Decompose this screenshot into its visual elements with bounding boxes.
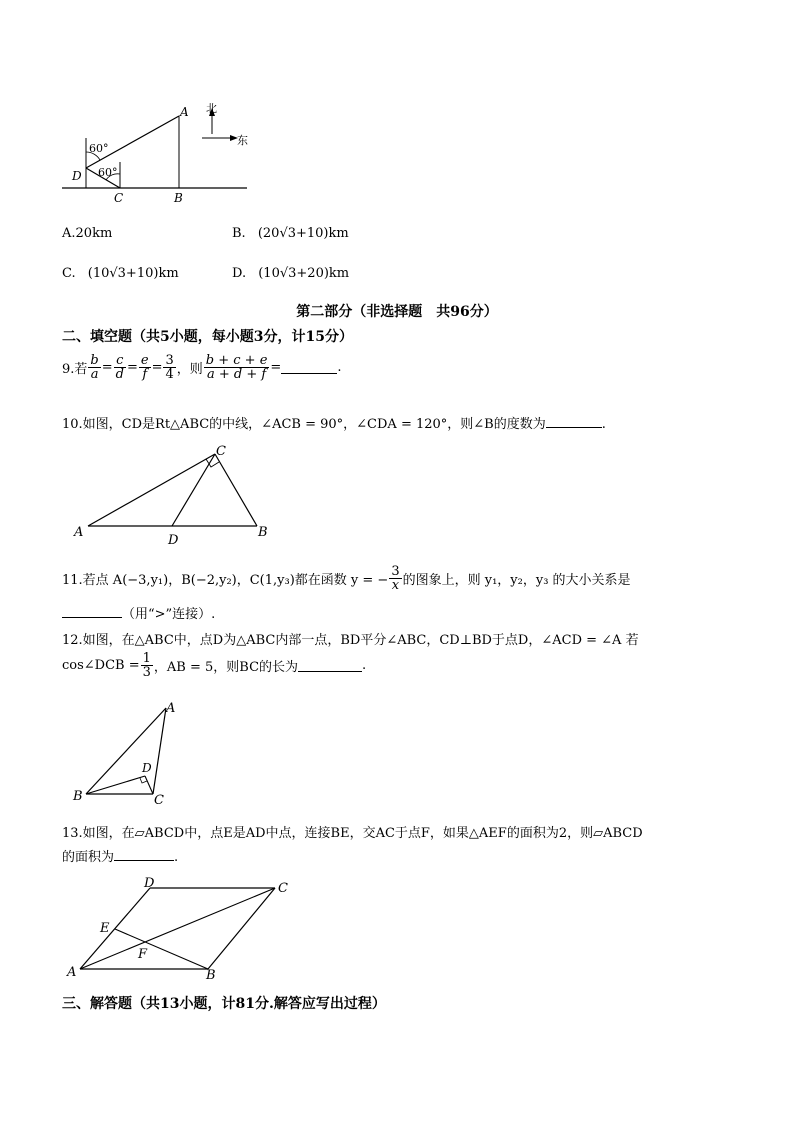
fraction: $\frac{b}{a}$ <box>90 353 99 382</box>
figure-q10 <box>62 440 282 548</box>
point-label: C <box>114 191 124 204</box>
q9-then: ，则 <box>176 362 203 377</box>
q8-option-c <box>62 266 179 281</box>
answer-blank <box>298 659 362 672</box>
q12-text2: ，AB = 5，则BC的长为 <box>153 660 299 675</box>
q11-text2: 的图象上，则 y₁，y₂，y₃ 的大小关系是 <box>402 573 631 588</box>
q12-text: 12.如图，在△ABC中，点D为△ABC内部一点，BD平分∠ABC，CD⊥BD于点D，∠ACD = ∠A 若 <box>62 633 639 648</box>
point-label: B <box>206 968 216 983</box>
figure-q8 <box>62 92 262 204</box>
q8-option-d <box>232 266 349 281</box>
q13-text: 13.如图，在▱ABCD中，点E是AD中点，连接BE，交AC于点F，如果△AEF的面积为2，则▱ABCD <box>62 826 643 841</box>
question-11 <box>62 565 631 592</box>
part2-title: 第二部分（非选择题 共96分） <box>296 304 498 320</box>
point-label: A <box>67 965 77 980</box>
east-label: 东 <box>237 134 248 147</box>
fraction: $\frac{b + c + e}{a + d + f}$ <box>205 353 268 382</box>
fraction: $\frac{3}{x}$ <box>391 564 400 593</box>
section3-title: 三、解答题（共13小题，计81分.解答应写出过程） <box>62 996 386 1012</box>
section2-title: 二、填空题（共5小题，每小题3分，计15分） <box>62 329 353 345</box>
option-value: (20√3+10)km <box>257 226 349 241</box>
point-label: D <box>168 533 179 548</box>
fraction: $\frac{e}{f}$ <box>140 353 149 382</box>
angle-label-60-top: 60° <box>89 142 109 155</box>
question-12-line2: cos∠DCB = $\frac{1}{3}$ ，AB = 5，则BC的长为 . <box>62 651 367 680</box>
point-label: A <box>180 105 189 119</box>
point-label: C <box>154 793 164 808</box>
option-prefix: D. <box>232 266 247 281</box>
point-label: D <box>142 761 152 775</box>
q8-option-b <box>232 226 349 241</box>
q12-cos: cos∠DCB = <box>62 658 140 673</box>
question-10: 10.如图，CD是Rt△ABC的中线，∠ACB = 90°，∠CDA = 120°，则∠B的度数为 . <box>62 417 606 432</box>
option-value: (10√3+20)km <box>258 266 350 281</box>
point-label: D <box>144 876 155 891</box>
point-label: C <box>278 881 288 896</box>
point-label: B <box>258 525 268 540</box>
option-prefix: C. <box>62 266 76 281</box>
q13-line2: 的面积为 <box>62 850 115 865</box>
option-value: (10√3+10)km <box>87 266 179 281</box>
question-11-line2: （用“>”连接）. <box>62 603 215 622</box>
answer-blank <box>281 361 337 374</box>
fraction: $\frac{3}{4}$ <box>165 353 174 382</box>
figure-q13 <box>62 872 302 984</box>
figure-q12 <box>62 698 192 808</box>
point-label: A <box>166 701 176 716</box>
north-label: 北 <box>206 102 217 115</box>
answer-blank <box>114 848 174 861</box>
q8-option-a: A.20km <box>62 226 113 241</box>
answer-blank <box>62 605 122 618</box>
point-label: B <box>73 789 83 804</box>
fraction: $\frac{1}{3}$ <box>142 651 151 680</box>
point-label: F <box>138 947 148 962</box>
question-13-line2: 的面积为 . <box>62 850 179 865</box>
q9-prefix: 9.若 <box>62 362 88 377</box>
point-label: B <box>174 191 183 204</box>
point-label: D <box>72 169 82 183</box>
fraction: $\frac{c}{d}$ <box>115 353 124 382</box>
answer-blank <box>546 415 602 428</box>
q11-text: 11.若点 A(−3,y₁)，B(−2,y₂)，C(1,y₃)都在函数 y = − <box>62 573 389 588</box>
point-label: C <box>216 444 226 459</box>
option-prefix: B. <box>232 226 246 241</box>
question-9: 9.若 $\frac{b}{a}$ = $\frac{c}{d}$ = $\frac{e}{f}$ = $\frac{3}{4}$ ，则 $\frac{b + c + e}{a + d + f}$ = . <box>62 353 342 382</box>
point-label: A <box>74 525 84 540</box>
question-12 <box>62 629 639 648</box>
q10-text: 10.如图，CD是Rt△ABC的中线，∠ACB = 90°，∠CDA = 120°，则∠B的度数为 <box>62 417 546 432</box>
question-13 <box>62 822 643 841</box>
point-label: E <box>100 921 110 936</box>
angle-label-60-bottom: 60° <box>98 166 118 179</box>
